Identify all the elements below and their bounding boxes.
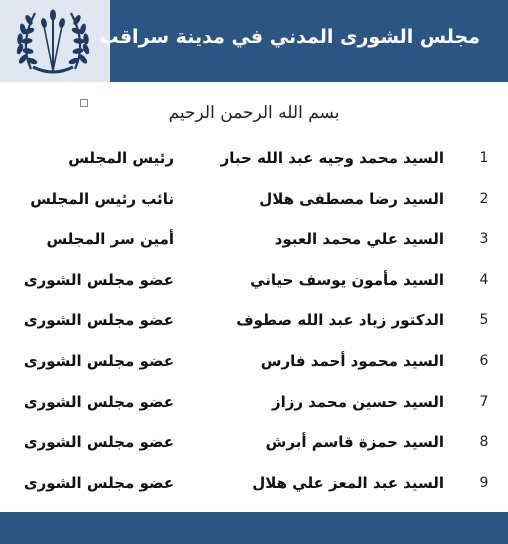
member-role: رئيس المجلس — [68, 149, 174, 167]
member-number: 8 — [479, 434, 489, 451]
member-name: السيد مأمون يوسف حياني — [250, 270, 444, 289]
member-number: 2 — [479, 190, 489, 207]
page-title: مجلس الشورى المدني في مدينة سراقب — [99, 26, 480, 48]
member-name: الدكتور زياد عبد الله صطوف — [236, 311, 444, 330]
member-number: 4 — [479, 271, 489, 288]
member-row — [0, 188, 508, 212]
basmala: بسم الله الرحمن الرحيم — [168, 103, 340, 123]
member-row — [0, 309, 508, 333]
footer-bar — [0, 512, 508, 544]
member-role: عضو مجلس الشورى — [23, 392, 174, 411]
laurel-wreath-icon — [13, 3, 93, 79]
member-role: عضو مجلس الشورى — [23, 473, 174, 492]
member-name: السيد محمد وجيه عبد الله حبار — [220, 149, 444, 167]
member-name: السيد حسين محمد رزاز — [271, 392, 444, 411]
member-role: نائب رئيس المجلس — [30, 189, 174, 208]
member-role: عضو مجلس الشورى — [23, 270, 174, 289]
member-role: أمين سر المجلس — [46, 230, 174, 249]
member-row — [0, 147, 508, 171]
member-name: السيد حمزة قاسم أبرش — [265, 433, 444, 452]
member-row — [0, 269, 508, 293]
member-number: 9 — [479, 474, 489, 491]
member-number: 3 — [479, 231, 489, 248]
member-row — [0, 350, 508, 374]
member-row — [0, 391, 508, 415]
member-number: 7 — [479, 393, 489, 410]
header-bar — [0, 0, 508, 82]
member-role: عضو مجلس الشورى — [23, 352, 174, 370]
member-name: السيد علي محمد العبود — [274, 230, 444, 249]
member-number: 5 — [479, 312, 489, 329]
member-name: السيد رضا مصطفى هلال — [259, 189, 444, 208]
member-row — [0, 431, 508, 455]
member-role: عضو مجلس الشورى — [23, 433, 174, 452]
member-number: 6 — [479, 353, 489, 369]
member-row — [0, 228, 508, 252]
member-row — [0, 472, 508, 496]
member-number: 1 — [479, 150, 489, 166]
member-name: السيد محمود أحمد فارس — [260, 352, 444, 370]
member-name: السيد عبد المعز علي هلال — [252, 473, 444, 492]
logo — [0, 0, 110, 82]
member-role: عضو مجلس الشورى — [23, 311, 174, 330]
